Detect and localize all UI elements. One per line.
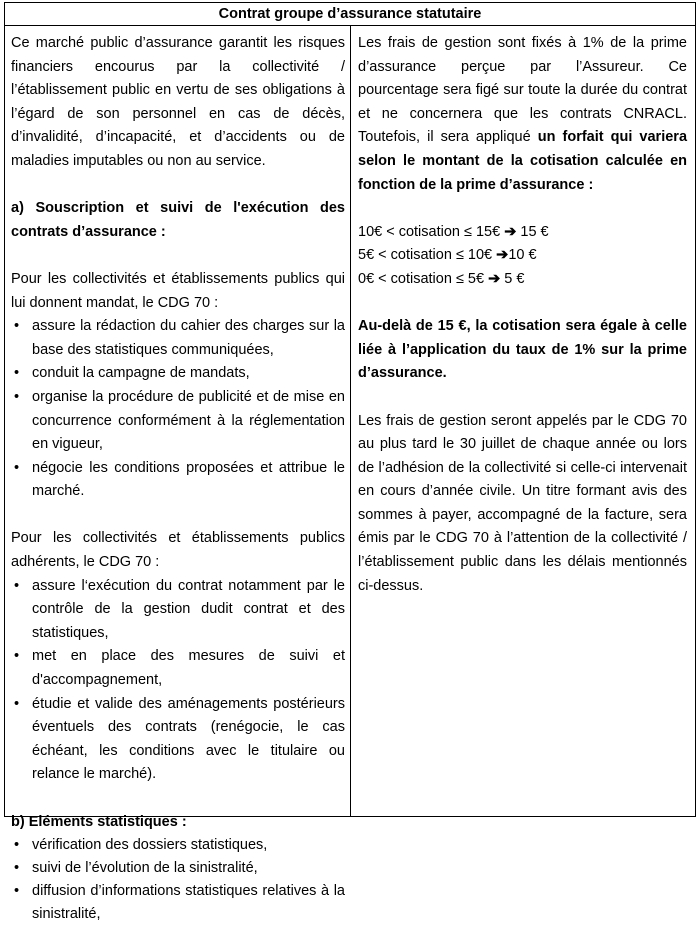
- fee-bracket-row: 10€ < cotisation ≤ 15€ ➔ 15 €: [358, 223, 549, 240]
- right-column: [351, 26, 695, 816]
- list-item: • suivi de l’évolution de la sinistralité,: [11, 857, 345, 880]
- fees-paragraph: Les frais de gestion sont fixés à 1% de la prime d’assurance perçue par l’Assureur. Ce pourcentage sera figé sur toute la durée du contrat et ne concernera que les contrats CNRACL. Toutefois, il sera appliqué un forfait qui variera selon le montant de la cotisation calculée en fonction de la prime d’assurance :: [358, 35, 688, 193]
- section-a-title: a) Souscription et suivi de l'exécution des contrats d’assurance :: [11, 200, 345, 240]
- list-item: • assure l‘exécution du contrat notamment par le contrôle de la gestion dudit contrat et des statistiques,: [11, 575, 345, 646]
- bullet-icon: •: [14, 883, 20, 900]
- billing-note: Les frais de gestion seront appelés par le CDG 70 au plus tard le 30 juillet de chaque année ou lors de l’adhésion de la collectivité si celle-ci intervenait en cours d’année civile. Un titre formant avis des sommes à payer, accompagné de la facture, sera émis par le CDG 70 à l’attention de la collectivité / l’établissement public dans les délais mentionnés ci-dessus.: [358, 412, 687, 594]
- arrow-right-icon: ➔: [496, 247, 509, 264]
- list-item: • négocie les conditions proposées et attribue le marché.: [11, 457, 345, 504]
- fee-bracket-row: 0€ < cotisation ≤ 5€ ➔ 5 €: [358, 270, 525, 287]
- section-b-title: b) Eléments statistiques :: [11, 813, 187, 830]
- mandate-list: [11, 315, 345, 504]
- mandate-intro: Pour les collectivités et établissements publics qui lui donnent mandat, le CDG 70 :: [11, 270, 345, 311]
- list-item: • conduit la campagne de mandats,: [11, 362, 345, 386]
- bullet-icon: •: [14, 648, 20, 665]
- stats-list: [11, 834, 345, 926]
- fee-brackets: [358, 221, 687, 292]
- list-item: • vérification des dossiers statistiques,: [11, 834, 345, 857]
- bullet-icon: •: [14, 365, 20, 382]
- bullet-icon: •: [14, 695, 20, 712]
- beyond-note: Au-delà de 15 €, la cotisation sera égale à celle liée à l’application du taux de 1% sur la prime d’assurance.: [358, 318, 687, 382]
- list-item: • étudie et valide des aménagements postérieurs éventuels des contrats (renégocie, le cas échéant, les conditions avec le titulaire ou relance le marché).: [11, 693, 345, 787]
- bullet-icon: •: [14, 318, 20, 335]
- contract-table: [4, 2, 696, 923]
- bullet-icon: •: [14, 388, 20, 405]
- members-list: [11, 575, 345, 787]
- arrow-right-icon: ➔: [504, 223, 517, 240]
- bullet-icon: •: [14, 860, 20, 877]
- list-item: • diffusion d’informations statistiques relatives à la sinistralité,: [11, 880, 345, 926]
- list-item: • assure la rédaction du cahier des charges sur la base des statistiques communiquées,: [11, 315, 345, 362]
- list-item: • organise la procédure de publicité et de mise en concurrence conformément à la réglementation en vigueur,: [11, 386, 345, 457]
- table-header-title: Contrat groupe d’assurance statutaire: [5, 3, 695, 26]
- bullet-icon: •: [14, 459, 20, 476]
- fee-bracket-row: 5€ < cotisation ≤ 10€ ➔10 €: [358, 247, 537, 264]
- intro-paragraph: Ce marché public d’assurance garantit les risques financiers encourus par la collectivité / l’établissement public en vertu de ses obligations à l’égard de son personnel en cas de décès, d’invalidité, d’incapacité, et d’accidents ou de maladies imputables ou non au service.: [11, 35, 345, 169]
- left-column: [5, 26, 351, 923]
- bullet-icon: •: [14, 577, 20, 594]
- arrow-right-icon: ➔: [488, 270, 501, 287]
- members-intro: Pour les collectivités et établissements publics adhérents, le CDG 70 :: [11, 530, 345, 571]
- bullet-icon: •: [14, 837, 20, 854]
- list-item: • met en place des mesures de suivi et d'accompagnement,: [11, 645, 345, 692]
